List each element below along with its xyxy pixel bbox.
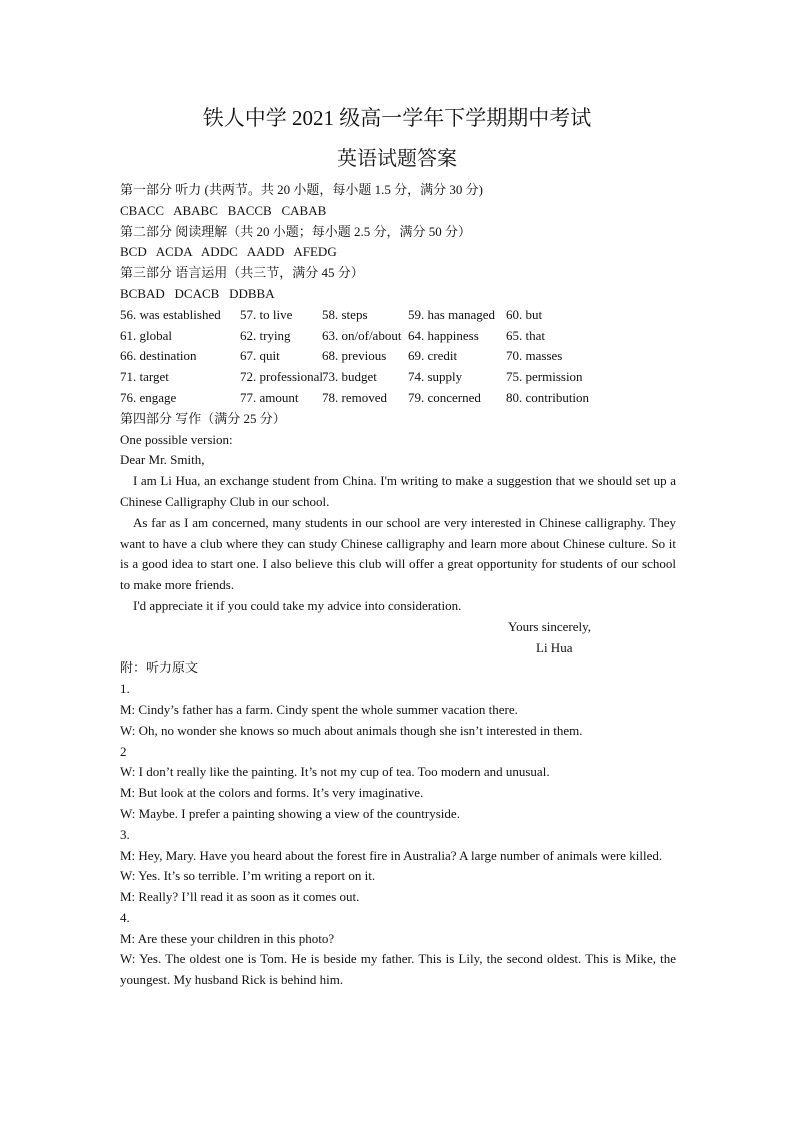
letter-signature: Li Hua [536, 639, 573, 655]
dialogue-line: M: But look at the colors and forms. It’s very imaginative. [120, 785, 424, 801]
part1-heading: 第一部分 听力 (共两节。共 20 小题，每小题 1.5 分，满分 30 分) [120, 182, 483, 197]
fill-row [120, 388, 676, 409]
fill-answer: 80. contribution [506, 389, 590, 405]
fill-answer: 72. professional [240, 369, 324, 385]
dialogue-number: 2 [120, 743, 127, 759]
fill-answer: 63. on/of/about [322, 327, 402, 343]
letter-paragraph: I am Li Hua, an exchange student from China. I'm writing to make a suggestion that we should set up a Chinese Calligraphy Club in our school. [120, 473, 676, 509]
dialogue-number: 1. [120, 681, 130, 697]
appendix-heading: 附：听力原文 [120, 660, 199, 676]
letter-closing: Yours sincerely, [508, 618, 592, 634]
fill-answer: 77. amount [240, 389, 299, 405]
fill-answer: 60. but [506, 306, 543, 322]
fill-answer: 75. permission [506, 369, 583, 385]
version-label: One possible version: [120, 431, 233, 447]
dialogue-line: W: Maybe. I prefer a painting showing a view of the countryside. [120, 805, 460, 821]
fill-answer: 73. budget [322, 369, 377, 385]
fill-row [120, 367, 676, 388]
fill-answer: 74. supply [408, 369, 463, 385]
fill-answer: 62. trying [240, 327, 291, 343]
fill-answer: 58. steps [322, 306, 368, 322]
fill-answer: 69. credit [408, 348, 458, 364]
fill-answer: 67. quit [240, 348, 280, 364]
fill-answer: 64. happiness [408, 327, 479, 343]
dialogue-line: W: Oh, no wonder she knows so much about animals though she isn’t interested in them. [120, 722, 583, 738]
fill-answer: 57. to live [240, 306, 293, 322]
part4-heading: 第四部分 写作（满分 25 分） [120, 410, 286, 426]
dialogue-line: M: Are these your children in this photo? [120, 930, 335, 946]
fill-answer: 59. has managed [408, 306, 496, 322]
dialogue-line: M: Cindy’s father has a farm. Cindy spent the whole summer vacation there. [120, 701, 518, 717]
part2-answers: BCD ACDA ADDC AADD AFEDG [120, 244, 337, 260]
part2-heading: 第二部分 阅读理解（共 20 小题；每小题 2.5 分，满分 50 分） [120, 223, 472, 239]
fill-answer: 65. that [506, 327, 545, 343]
fill-answer: 71. target [120, 369, 169, 385]
fill-answer: 56. was established [120, 306, 221, 322]
letter-paragraph: As far as I am concerned, many students in our school are very interested in Chinese calligraphy. They want to have a club where they can study Chinese calligraphy and learn more about Chinese culture. So it is a good idea to start one. I also believe this club will offer a great opportunity for students of our school to make more friends. [120, 514, 676, 593]
document-subtitle: 英语试题答案 [337, 148, 457, 170]
fill-answer: 78. removed [322, 389, 387, 405]
part3-heading: 第三部分 语言运用（共三节，满分 45 分） [120, 265, 364, 281]
fill-row [120, 346, 676, 367]
letter-salutation: Dear Mr. Smith, [120, 452, 205, 468]
fill-answer: 61. global [120, 327, 172, 343]
dialogue-line: M: Really? I’ll read it as soon as it comes out. [120, 889, 360, 905]
dialogue-line: W: I don’t really like the painting. It’s not my cup of tea. Too modern and unusual. [120, 764, 550, 780]
document-body [120, 180, 676, 991]
dialogue-line: M: Hey, Mary. Have you heard about the forest fire in Australia? A large number of animals were killed. [120, 847, 663, 863]
fill-answer: 76. engage [120, 389, 177, 405]
dialogue-number: 3. [120, 826, 130, 842]
letter-paragraph: I'd appreciate it if you could take my advice into consideration. [133, 597, 462, 613]
fill-row [120, 326, 676, 347]
fill-row [120, 305, 676, 326]
part1-answers: CBACC ABABC BACCB CABAB [120, 202, 327, 218]
fill-answer: 79. concerned [408, 389, 481, 405]
dialogue-line: W: Yes. The oldest one is Tom. He is beside my father. This is Lily, the second oldest. This is Mike, the youngest. My husband Rick is behind him. [120, 951, 676, 988]
part3-answers: BCBAD DCACB DDBBA [120, 285, 275, 301]
fill-answer: 68. previous [322, 348, 387, 364]
dialogue-line: W: Yes. It’s so terrible. I’m writing a report on it. [120, 868, 376, 884]
fill-answer: 66. destination [120, 348, 197, 364]
document-title: 铁人中学 2021 级高一学年下学期期中考试 [202, 106, 592, 130]
fill-answer: 70. masses [506, 348, 563, 364]
dialogue-number: 4. [120, 909, 130, 925]
